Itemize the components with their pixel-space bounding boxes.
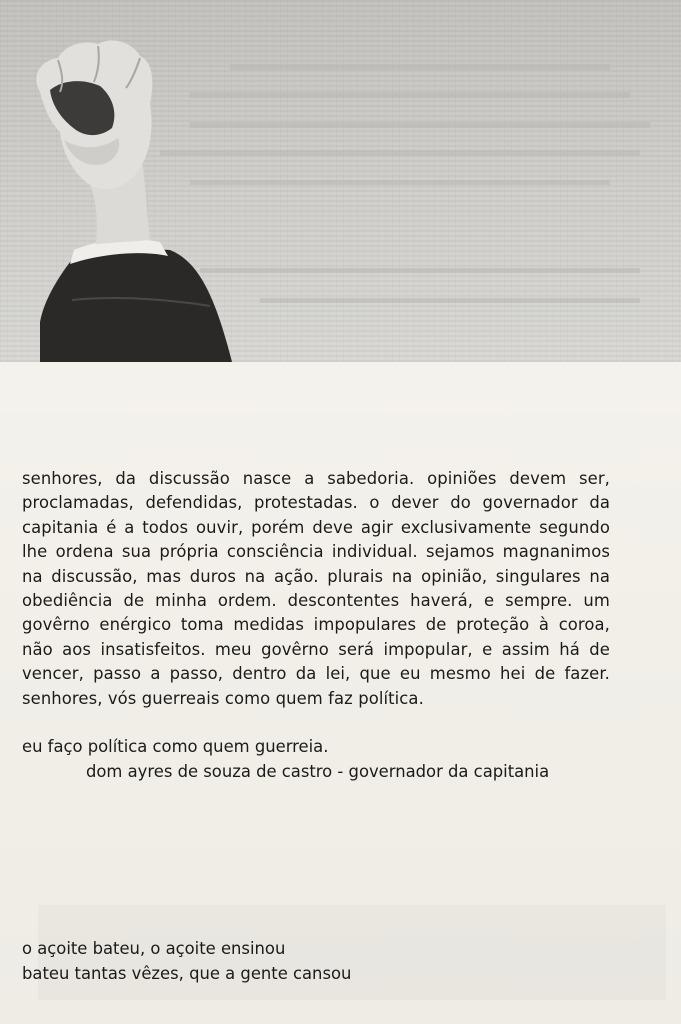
governor-quote: senhores, da discussão nasce a sabedoria. opiniões devem ser, proclamadas, defendidas, protestadas. o dever do governador da capitania é a todos ouvir, porém deve agir exclusivamente segundo lhe ordena sua própria consciência individual. sejamos magnanimos na discussão, mas duros na ação. plurais na opinião, singulares na obediência de minha ordem. descontentes haverá, e sempre. um govêrno enérgico toma medidas impopulares de proteção à coroa, não aos insatisfeitos. meu govêrno será impopular, e assim há de vencer, passo a passo, dentro da lei, que eu mesmo hei de fazer. senhores, vós guerreais como quem faz política. — [22, 469, 610, 708]
verse-block — [22, 936, 622, 986]
verse-line: bateu tantas vêzes, que a gente cansou — [22, 964, 352, 983]
verse-line: o açoite bateu, o açoite ensinou — [22, 939, 286, 958]
quote-closing-line: eu faço política como quem guerreia. — [22, 737, 329, 756]
raised-fist-icon — [0, 0, 681, 362]
quote-attribution: dom ayres de souza de castro - governador da capitania — [86, 762, 550, 781]
header-photo — [0, 0, 681, 362]
show-through-lines — [160, 64, 650, 303]
